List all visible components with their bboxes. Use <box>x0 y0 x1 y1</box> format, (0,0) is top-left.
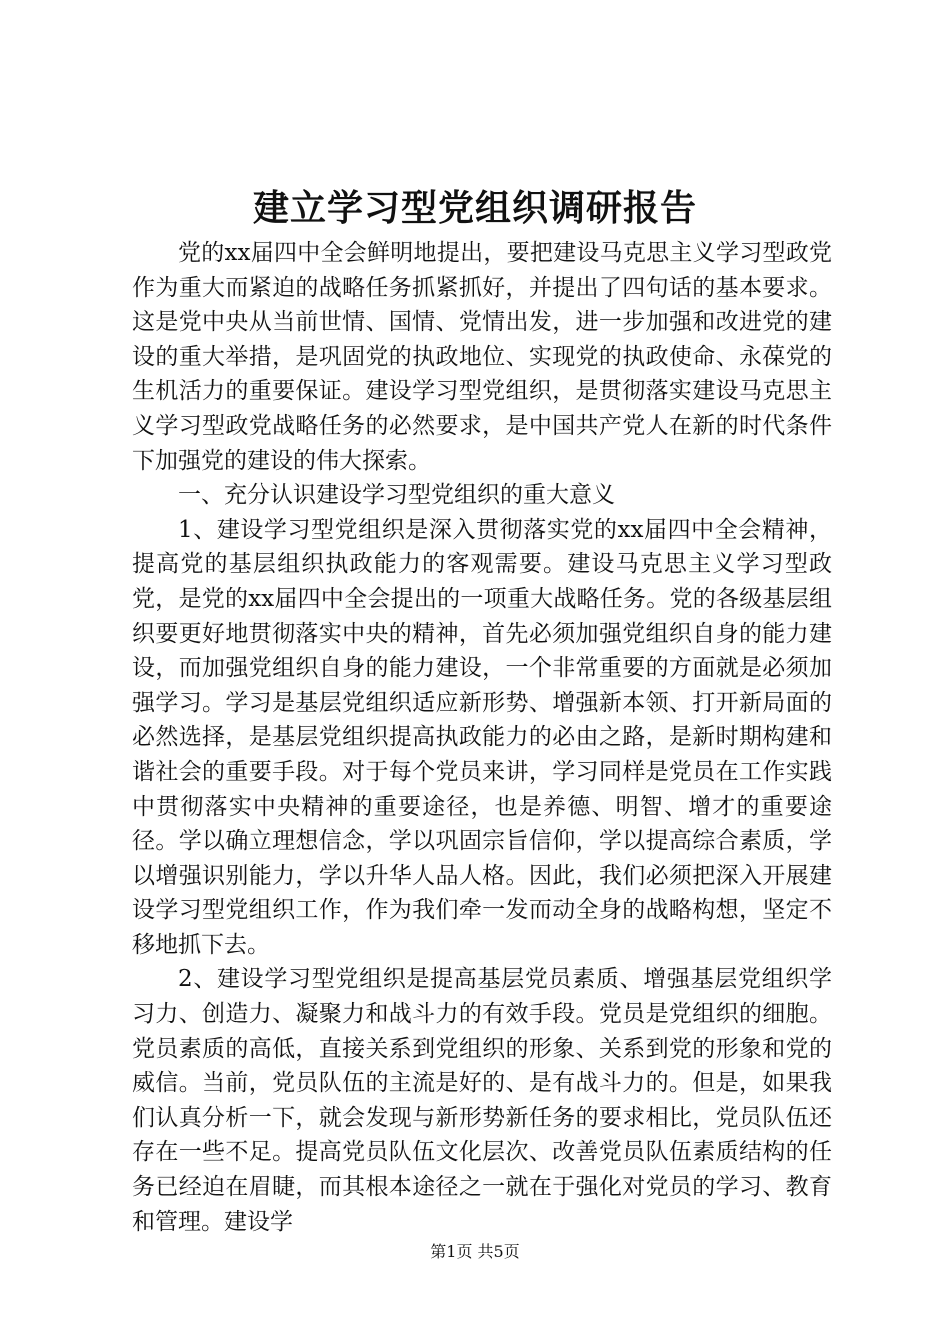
paragraph-point-1: 1、建设学习型党组织是深入贯彻落实党的xx届四中全会精神，提高党的基层组织执政能力的客观需要。建设马克思主义学习型政党，是党的xx届四中全会提出的一项重大战略任务。党的各级基层组织要更好地贯彻落实中央的精神，首先必须加强党组织自身的能力建设，而加强党组织自身的能力建设，一个非常重要的方面就是必须加强学习。学习是基层党组织适应新形势、增强新本领、打开新局面的必然选择，是基层党组织提高执政能力的必由之路，是新时期构建和谐社会的重要手段。对于每个党员来讲，学习同样是党员在工作实践中贯彻落实中央精神的重要途径，也是养德、明智、增才的重要途径。学以确立理想信念，学以巩固宗旨信仰，学以提高综合素质，学以增强识别能力，学以升华人品人格。因此，我们必须把深入开展建设学习型党组织工作，作为我们牵一发而动全身的战略构想，坚定不移地抓下去。 <box>132 516 832 958</box>
section-heading-1: 一、充分认识建设学习型党组织的重大意义 <box>178 482 615 509</box>
page-footer: 第1页 共5页 <box>430 1242 520 1261</box>
document-title: 建立学习型党组织调研报告 <box>252 187 697 229</box>
document-body <box>132 236 832 1239</box>
paragraph-point-2: 2、建设学习型党组织是提高基层党员素质、增强基层党组织学习力、创造力、凝聚力和战斗力的有效手段。党员是党组织的细胞。党员素质的高低，直接关系到党组织的形象、关系到党的形象和党的威信。当前，党员队伍的主流是好的、是有战斗力的。但是，如果我们认真分析一下，就会发现与新形势新任务的要求相比，党员队伍还存在一些不足。提高党员队伍文化层次、改善党员队伍素质结构的任务已经迫在眉睫，而其根本途径之一就在于强化对党员的学习、教育和管理。建设学 <box>132 966 832 1235</box>
paragraph-intro: 党的xx届四中全会鲜明地提出，要把建设马克思主义学习型政党作为重大而紧迫的战略任务抓紧抓好，并提出了四句话的基本要求。这是党中央从当前世情、国情、党情出发，进一步加强和改进党的建设的重大举措，是巩固党的执政地位、实现党的执政使命、永葆党的生机活力的重要保证。建设学习型党组织，是贯彻落实建设马克思主义学习型政党战略任务的必然要求，是中国共产党人在新的时代条件下加强党的建设的伟大探索。 <box>132 240 832 474</box>
